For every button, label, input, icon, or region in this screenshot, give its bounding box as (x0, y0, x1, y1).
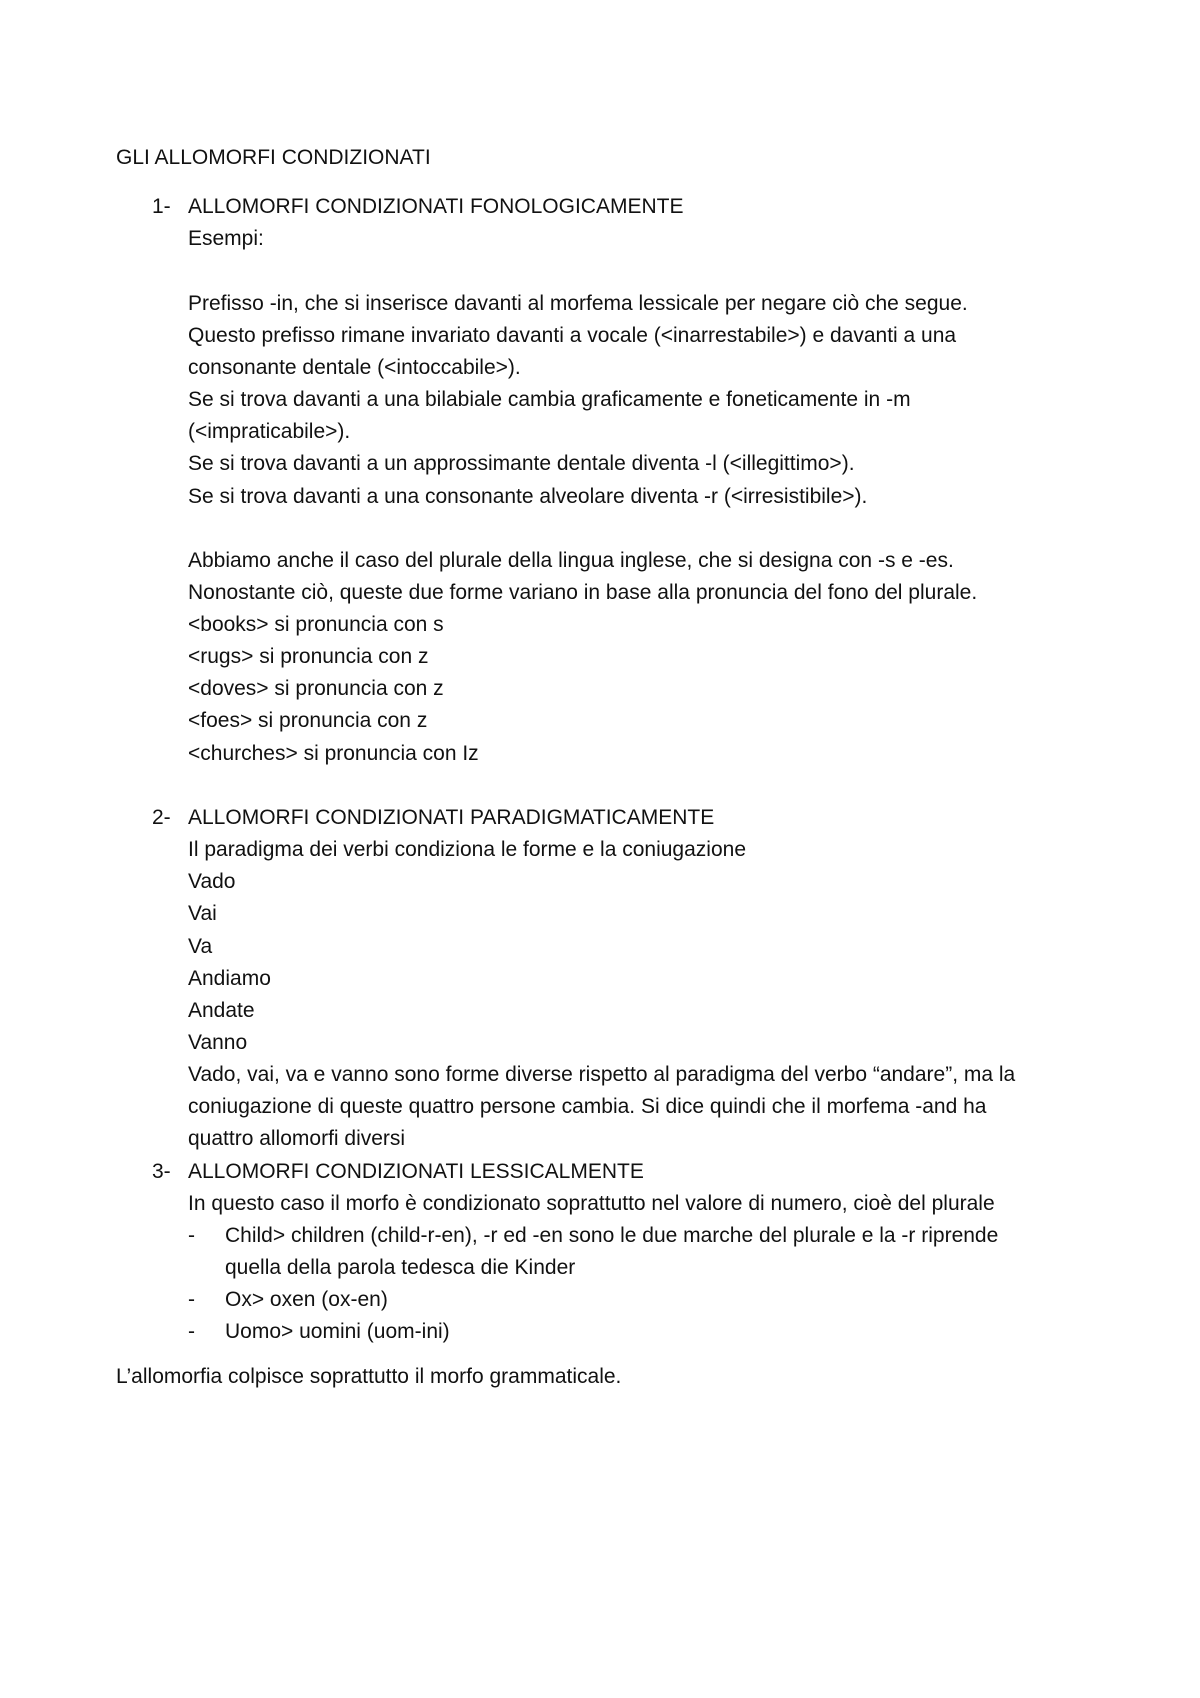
section-1-line: Prefisso -in, che si inserisce davanti al morfema lessicale per negare ciò che segue. (188, 292, 968, 315)
section-2-line: Vado, vai, va e vanno sono forme diverse rispetto al paradigma del verbo “andare”, ma la (188, 1063, 1016, 1086)
section-2-line: coniugazione di queste quattro persone cambia. Si dice quindi che il morfema -and ha (188, 1095, 987, 1118)
bullet-marker: - (188, 1224, 195, 1247)
section-1-line: <churches> si pronuncia con Iz (188, 742, 479, 765)
section-2-line: quattro allomorfi diversi (188, 1127, 406, 1150)
bullet-marker: - (188, 1320, 195, 1343)
section-1-line: Se si trova davanti a una consonante alveolare diventa -r (<irresistibile>). (188, 485, 868, 508)
section-2-line: Il paradigma dei verbi condiziona le forme e la coniugazione (188, 838, 746, 861)
section-1-line: Esempi: (188, 227, 264, 250)
section-2-line: Andiamo (188, 967, 271, 990)
section-3-intro: In questo caso il morfo è condizionato soprattutto nel valore di numero, cioè del plurale (188, 1192, 995, 1215)
section-1-line: Nonostante ciò, queste due forme variano in base alla pronuncia del fono del plurale. (188, 581, 978, 604)
section-2-line: Va (188, 935, 213, 958)
conclusion-text: L’allomorfia colpisce soprattutto il morfo grammaticale. (116, 1365, 622, 1388)
section-2-line: Vanno (188, 1031, 248, 1054)
section-2-line: Vado (188, 870, 236, 893)
section-3-number: 3- (152, 1160, 171, 1183)
section-1-heading: ALLOMORFI CONDIZIONATI FONOLOGICAMENTE (188, 195, 684, 218)
section-1-line: <rugs> si pronuncia con z (188, 645, 429, 668)
bullet-item: Child> children (child-r-en), -r ed -en sono le due marche del plurale e la -r riprende (225, 1224, 999, 1247)
section-1-line: <doves> si pronuncia con z (188, 677, 444, 700)
page-title: GLI ALLOMORFI CONDIZIONATI (116, 146, 431, 169)
section-1-number: 1- (152, 195, 171, 218)
section-1-line: Abbiamo anche il caso del plurale della lingua inglese, che si designa con -s e -es. (188, 549, 954, 572)
bullet-item-continuation: quella della parola tedesca die Kinder (225, 1256, 576, 1279)
section-2-line: Vai (188, 902, 217, 925)
section-1-line: consonante dentale (<intoccabile>). (188, 356, 521, 379)
section-1-line: <books> si pronuncia con s (188, 613, 444, 636)
section-2-number: 2- (152, 806, 171, 829)
section-1-line: (<impraticabile>). (188, 420, 351, 443)
section-1-line: Se si trova davanti a un approssimante dentale diventa -l (<illegittimo>). (188, 452, 855, 475)
bullet-marker: - (188, 1288, 195, 1311)
bullet-item: Uomo> uomini (uom-ini) (225, 1320, 450, 1343)
section-3-heading: ALLOMORFI CONDIZIONATI LESSICALMENTE (188, 1160, 644, 1183)
section-1-line: <foes> si pronuncia con z (188, 709, 428, 732)
section-1-line: Questo prefisso rimane invariato davanti a vocale (<inarrestabile>) e davanti a una (188, 324, 957, 347)
section-2-line: Andate (188, 999, 255, 1022)
bullet-item: Ox> oxen (ox-en) (225, 1288, 388, 1311)
section-1-line: Se si trova davanti a una bilabiale cambia graficamente e foneticamente in -m (188, 388, 911, 411)
section-2-heading: ALLOMORFI CONDIZIONATI PARADIGMATICAMENTE (188, 806, 715, 829)
